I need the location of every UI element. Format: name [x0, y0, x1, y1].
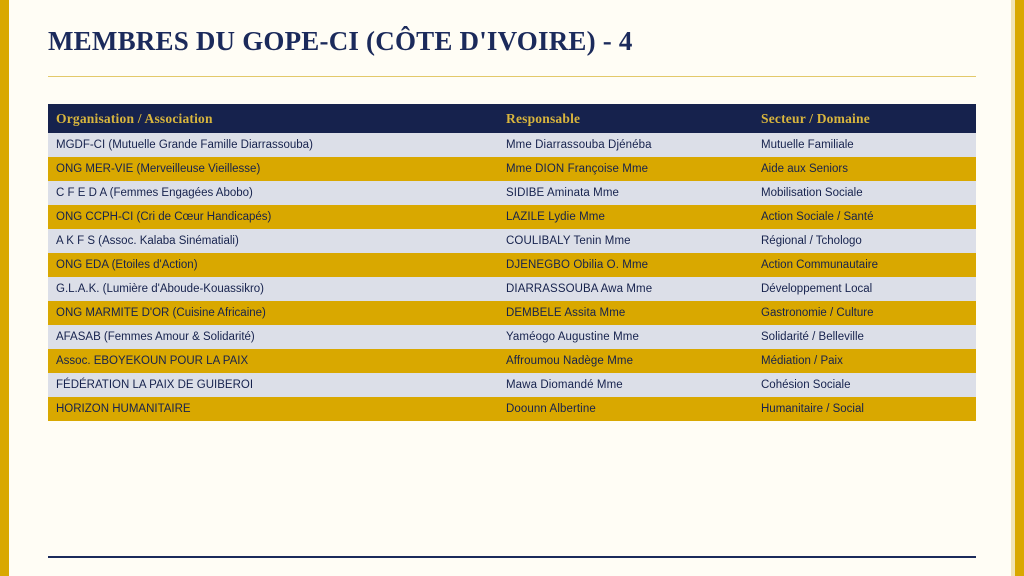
table-row — [48, 349, 976, 373]
cell-responsable: LAZILE Lydie Mme — [498, 205, 753, 229]
cell-organisation: ONG EDA (Etoiles d'Action) — [48, 253, 498, 277]
members-table-container — [48, 104, 976, 421]
table-row — [48, 325, 976, 349]
cell-secteur: Action Communautaire — [753, 253, 976, 277]
cell-secteur: Mobilisation Sociale — [753, 181, 976, 205]
cell-responsable: Yaméogo Augustine Mme — [498, 325, 753, 349]
table-row — [48, 181, 976, 205]
table-header — [48, 104, 976, 133]
cell-responsable: COULIBALY Tenin Mme — [498, 229, 753, 253]
cell-responsable: Mme Diarrassouba Djénéba — [498, 133, 753, 157]
title-divider — [48, 76, 976, 77]
table-header-row — [48, 104, 976, 133]
column-header-organisation: Organisation / Association — [48, 104, 498, 133]
cell-responsable: Doounn Albertine — [498, 397, 753, 421]
table-row — [48, 253, 976, 277]
cell-organisation: ONG MER-VIE (Merveilleuse Vieillesse) — [48, 157, 498, 181]
cell-organisation: MGDF-CI (Mutuelle Grande Famille Diarrassouba) — [48, 133, 498, 157]
cell-organisation: ONG MARMITE D'OR (Cuisine Africaine) — [48, 301, 498, 325]
column-header-secteur: Secteur / Domaine — [753, 104, 976, 133]
left-accent-bar — [0, 0, 9, 576]
table-row — [48, 373, 976, 397]
cell-responsable: DIARRASSOUBA Awa Mme — [498, 277, 753, 301]
table-row — [48, 229, 976, 253]
footer-divider — [48, 556, 976, 558]
members-table — [48, 104, 976, 421]
cell-secteur: Développement Local — [753, 277, 976, 301]
table-row — [48, 205, 976, 229]
cell-organisation: AFASAB (Femmes Amour & Solidarité) — [48, 325, 498, 349]
table-row — [48, 397, 976, 421]
cell-secteur: Mutuelle Familiale — [753, 133, 976, 157]
cell-responsable: Mawa Diomandé Mme — [498, 373, 753, 397]
cell-organisation: ONG CCPH-CI (Cri de Cœur Handicapés) — [48, 205, 498, 229]
cell-organisation: FÉDÉRATION LA PAIX DE GUIBEROI — [48, 373, 498, 397]
cell-organisation: A K F S (Assoc. Kalaba Sinématiali) — [48, 229, 498, 253]
cell-secteur: Médiation / Paix — [753, 349, 976, 373]
cell-secteur: Humanitaire / Social — [753, 397, 976, 421]
table-row — [48, 301, 976, 325]
cell-responsable: Affroumou Nadège Mme — [498, 349, 753, 373]
right-accent-bar — [1015, 0, 1024, 576]
cell-secteur: Aide aux Seniors — [753, 157, 976, 181]
cell-secteur: Gastronomie / Culture — [753, 301, 976, 325]
cell-secteur: Solidarité / Belleville — [753, 325, 976, 349]
cell-secteur: Action Sociale / Santé — [753, 205, 976, 229]
table-row — [48, 133, 976, 157]
cell-secteur: Cohésion Sociale — [753, 373, 976, 397]
table-row — [48, 277, 976, 301]
cell-secteur: Régional / Tchologo — [753, 229, 976, 253]
cell-responsable: DEMBELE Assita Mme — [498, 301, 753, 325]
cell-organisation: G.L.A.K. (Lumière d'Aboude-Kouassikro) — [48, 277, 498, 301]
cell-organisation: C F E D A (Femmes Engagées Abobo) — [48, 181, 498, 205]
page-title: MEMBRES DU GOPE-CI (CÔTE D'IVOIRE) - 4 — [48, 26, 633, 56]
cell-organisation: Assoc. EBOYEKOUN POUR LA PAIX — [48, 349, 498, 373]
cell-responsable: Mme DION Françoise Mme — [498, 157, 753, 181]
table-row — [48, 157, 976, 181]
column-header-responsable: Responsable — [498, 104, 753, 133]
cell-responsable: SIDIBE Aminata Mme — [498, 181, 753, 205]
cell-organisation: HORIZON HUMANITAIRE — [48, 397, 498, 421]
cell-responsable: DJENEGBO Obilia O. Mme — [498, 253, 753, 277]
table-body — [48, 133, 976, 421]
